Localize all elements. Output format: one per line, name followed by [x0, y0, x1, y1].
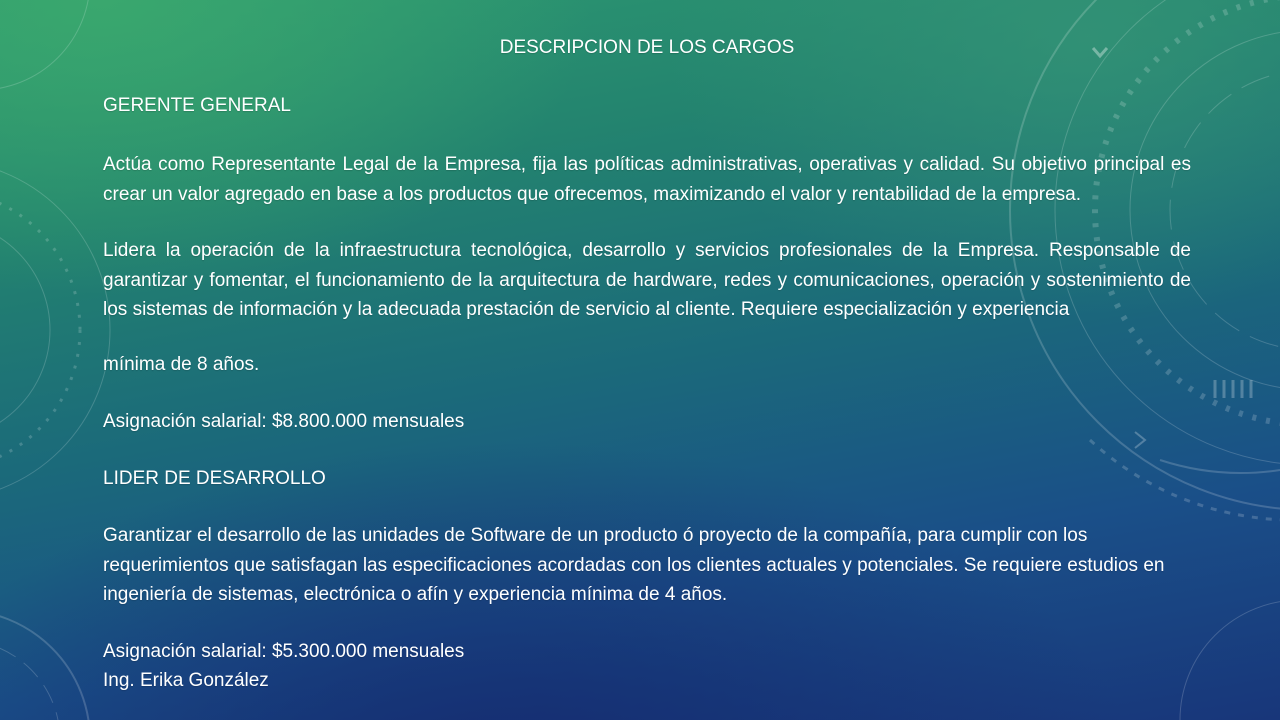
gerente-paragraph-1: Actúa como Representante Legal de la Empresa, fija las políticas administrativas, operativas y calidad. Su objetivo principal es crear un valor agregado en base a los productos que ofrecemos, maximizando el valor y rentabilidad de la empresa.	[103, 154, 1191, 205]
gerente-heading: GERENTE GENERAL	[103, 95, 291, 116]
author-signature: Ing. Erika González	[103, 670, 269, 691]
gerente-paragraph-2-end: mínima de 8 años.	[103, 354, 260, 375]
slide-content	[103, 0, 1191, 720]
lider-heading: LIDER DE DESARROLLO	[103, 468, 326, 489]
gerente-paragraph-2: Lidera la operación de la infraestructura tecnológica, desarrollo y servicios profesionales de la Empresa. Responsable de garantizar y fomentar, el funcionamiento de la arquitectura de hardware, redes y comunicaciones, operación y sostenimiento de los sistemas de información y la adecuada prestación de servicio al cliente. Requiere especialización y experiencia	[103, 240, 1191, 320]
lider-salary: Asignación salarial: $5.300.000 mensuales	[103, 641, 465, 662]
gerente-salary: Asignación salarial: $8.800.000 mensuales	[103, 411, 465, 432]
slide-title: DESCRIPCION DE LOS CARGOS	[499, 37, 795, 58]
lider-paragraph: Garantizar el desarrollo de las unidades de Software de un producto ó proyecto de la compañía, para cumplir con los requerimientos que satisfagan las especificaciones acordadas con los clientes actuales y potenciales. Se requiere estudios en ingeniería de sistemas, electrónica o afín y experiencia mínima de 4 años.	[103, 525, 1165, 605]
